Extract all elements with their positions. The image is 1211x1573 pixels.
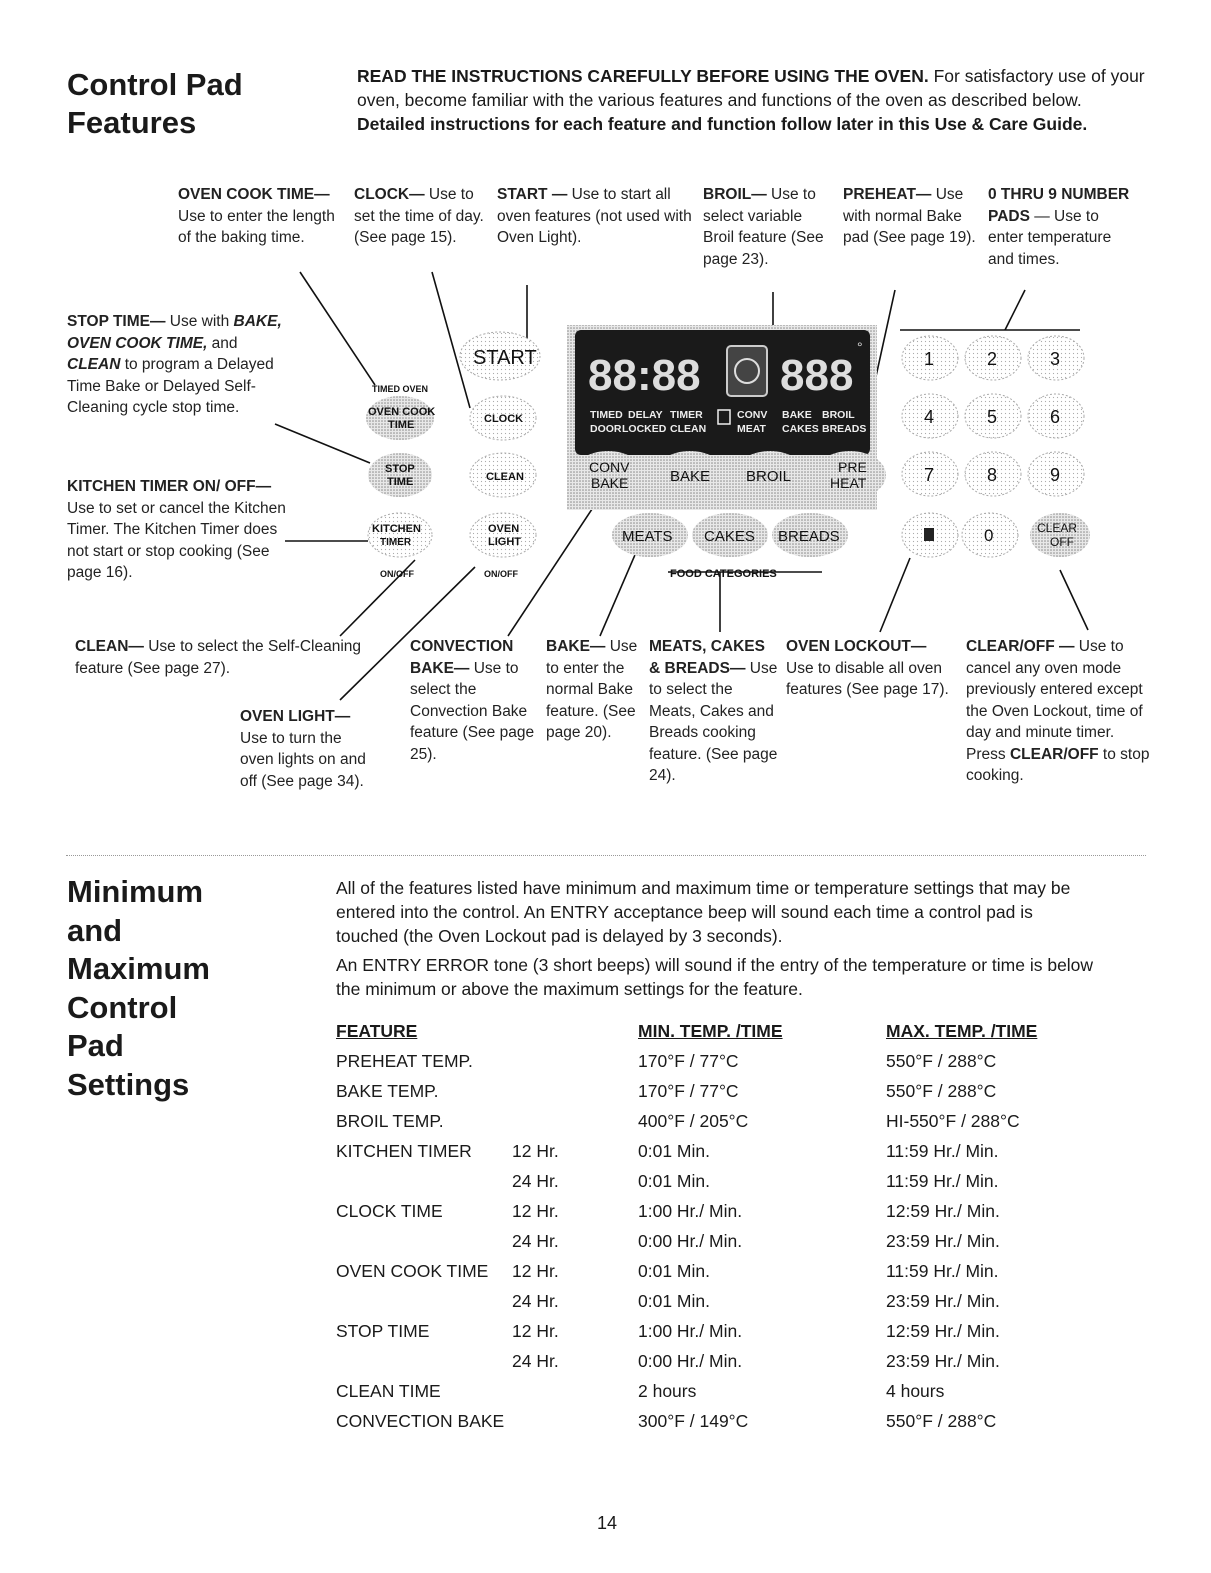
number-pad-label: 6 — [1050, 407, 1061, 427]
table-header-row — [336, 1021, 1096, 1051]
number-pad-label: 2 — [987, 349, 998, 369]
callout-head: CLEAN— — [75, 638, 144, 655]
label-oven-cook: OVEN COOK — [368, 406, 436, 418]
callout-text: and — [207, 334, 238, 352]
table-cell-feature: OVEN COOK TIME — [336, 1261, 489, 1281]
table-cell-feature: PREHEAT TEMP. — [336, 1051, 473, 1071]
display-temp: 888 — [780, 351, 854, 400]
title-line: Maximum — [67, 951, 210, 986]
table-cell-min: 0:00 Hr./ Min. — [638, 1351, 743, 1371]
callout-bold: CLEAR/OFF — [1009, 745, 1099, 763]
label-bake: BAKE — [670, 468, 711, 485]
table-row — [336, 1201, 1096, 1231]
ind-bake: BAKE — [782, 409, 812, 421]
table-cell-max: 23:59 Hr./ Min. — [886, 1291, 1000, 1311]
callout-text: to stop cooking. — [966, 745, 1150, 784]
label-clear: CLEAR — [1037, 521, 1078, 535]
label-stop: STOP — [385, 463, 415, 475]
table-cell-max: HI-550°F / 288°C — [886, 1111, 1020, 1131]
table-cell-feature: BROIL TEMP. — [336, 1111, 444, 1131]
callout-text: Use to cancel any oven mode previously entered except the Oven Lockout, time of day and minute timer. Press — [966, 638, 1143, 763]
label-preheat-2: HEAT — [830, 475, 867, 491]
fan-icon — [727, 346, 767, 396]
oven-cook-time-pad[interactable] — [366, 396, 434, 440]
callout-text: Use to set the time of day. (See page 15). — [354, 186, 484, 246]
lock-icon — [924, 528, 934, 541]
table-cell-sub: 24 Hr. — [512, 1351, 559, 1371]
table-cell-max: 11:59 Hr./ Min. — [886, 1171, 999, 1191]
label-oven-cook-2: TIME — [388, 419, 415, 431]
ind-conv: CONV — [737, 409, 768, 421]
table-cell-sub: 24 Hr. — [512, 1291, 559, 1311]
table-cell-max: 550°F / 288°C — [886, 1411, 997, 1431]
callout-head: PREHEAT— — [843, 186, 932, 203]
label-oven-light: OVEN — [488, 523, 520, 535]
ind-timer: TIMER — [670, 409, 703, 421]
label-clock: CLOCK — [484, 413, 524, 425]
label-0: 0 — [984, 526, 994, 545]
table-cell-min: 0:01 Min. — [638, 1171, 710, 1191]
table-cell-feature: CONVECTION BAKE — [336, 1411, 505, 1431]
table-cell-feature: STOP TIME — [336, 1321, 430, 1341]
table-cell-sub: 12 Hr. — [512, 1201, 559, 1221]
page-number: 14 — [597, 1513, 618, 1533]
ind-door: DOOR — [590, 423, 622, 435]
callout-head: KITCHEN TIMER ON/ OFF— — [67, 478, 272, 495]
label-breads: BREADS — [778, 528, 840, 545]
title-line: Settings — [67, 1066, 190, 1102]
table-cell-max: 12:59 Hr./ Min. — [886, 1201, 1000, 1221]
label-conv-2: BAKE — [591, 475, 629, 491]
callout-head: OVEN LOCKOUT— — [786, 638, 927, 655]
callout-text: Use to enter the length of the baking time. — [178, 207, 335, 246]
callout-text: Use to select the Meats, Cakes and Breads cooking feature. (See page 24). — [649, 659, 778, 784]
middle-pads — [460, 332, 540, 579]
table-row — [336, 1261, 1096, 1291]
table-cell-max: 550°F / 288°C — [886, 1081, 997, 1101]
callout-text: Use to enter the normal Bake feature. (See page 20). — [546, 638, 638, 741]
title-line: and — [67, 912, 123, 948]
label-start: START — [473, 347, 537, 369]
label-kitchen-2: TIMER — [380, 537, 412, 548]
number-pad-label: 7 — [924, 465, 935, 485]
ind-meat: MEAT — [737, 423, 766, 435]
label-kitchen: KITCHEN — [372, 523, 421, 535]
label-oven-light-sub: ON/OFF — [484, 569, 518, 579]
callout-text: Use with — [165, 313, 234, 330]
min-max-paragraph-2: An ENTRY ERROR tone (3 short beeps) will sound if the entry of the temperature or time is below the minimum or above the maximum settings for the feature. — [336, 955, 1094, 999]
table-row — [336, 1081, 1096, 1111]
label-clean: CLEAN — [486, 471, 524, 483]
table-row — [336, 1051, 1096, 1081]
table-cell-sub: 24 Hr. — [512, 1171, 559, 1191]
stop-time-pad[interactable] — [368, 453, 432, 497]
callout-text: Use with normal Bake pad (See page 19). — [843, 186, 976, 246]
table-row — [336, 1141, 1096, 1171]
table-cell-feature: CLEAN TIME — [336, 1381, 441, 1401]
table-cell-min: 0:00 Hr./ Min. — [638, 1231, 743, 1251]
table-cell-feature: BAKE TEMP. — [336, 1081, 439, 1101]
callout-head: OVEN COOK TIME— — [178, 186, 330, 203]
table-cell-max: 12:59 Hr./ Min. — [886, 1321, 1000, 1341]
label-cakes: CAKES — [704, 528, 755, 545]
number-pad-label: 3 — [1050, 349, 1061, 369]
settings-table — [336, 1021, 1096, 1441]
label-conv: CONV — [589, 459, 630, 475]
oven-light-pad[interactable] — [470, 513, 536, 557]
callout-head: CLEAR/OFF — — [966, 638, 1075, 655]
min-max-paragraph-1: All of the features listed have minimum and maximum time or temperature settings that may be entered into the control. An ENTRY acceptance beep will sound each time a control pad is touched (the Oven Lockout pad is delayed by 3 seconds). — [336, 878, 1071, 946]
table-cell-feature: CLOCK TIME — [336, 1201, 443, 1221]
column-header-max: MAX. TEMP. /TIME — [886, 1021, 1038, 1041]
callout-head: OVEN LIGHT— — [240, 708, 351, 725]
table-row — [336, 1411, 1096, 1441]
table-row — [336, 1171, 1096, 1201]
title-line: Control — [67, 989, 178, 1025]
number-pad-label: 1 — [924, 349, 935, 369]
callout-head: START — — [497, 186, 568, 203]
callout-text: — Use to enter temperature and times. — [988, 207, 1112, 268]
number-pads — [902, 336, 1090, 557]
callout-head: CONVECTION BAKE— — [410, 638, 514, 677]
ind-clean: CLEAN — [670, 423, 707, 435]
table-row — [336, 1291, 1096, 1321]
display-window — [575, 330, 870, 455]
label-preheat: PRE — [838, 459, 867, 475]
table-row — [336, 1111, 1096, 1141]
table-cell-min: 170°F / 77°C — [638, 1081, 739, 1101]
callout-head: BAKE— — [546, 638, 606, 655]
number-pad-label: 8 — [987, 465, 998, 485]
ind-delay: DELAY — [628, 409, 663, 421]
table-cell-min: 0:01 Min. — [638, 1141, 710, 1161]
ind-breads: BREADS — [822, 423, 867, 435]
table-cell-max: 550°F / 288°C — [886, 1051, 997, 1071]
column-header-min: MIN. TEMP. /TIME — [638, 1021, 783, 1041]
intro-bold-detail: Detailed instructions for each feature and function follow later in this Use & Care Guide. — [357, 114, 1088, 134]
table-cell-max: 4 hours — [886, 1381, 945, 1401]
left-pads — [366, 384, 435, 579]
callout-text: to program a Delayed Time Bake or Delayed Self-Cleaning cycle stop time. — [67, 356, 274, 416]
ind-locked: LOCKED — [622, 423, 667, 435]
label-clear-2: OFF — [1050, 535, 1074, 549]
table-cell-sub: 12 Hr. — [512, 1261, 559, 1281]
callout-head: CLOCK— — [354, 186, 425, 203]
title-line: Minimum — [67, 874, 204, 909]
callout-text: Use to select the Convection Bake feature (See page 25). — [410, 659, 535, 763]
ind-cakes: CAKES — [782, 423, 819, 435]
title-line: Control Pad — [67, 67, 243, 102]
callout-head: 0 THRU 9 NUMBER PADS — [988, 186, 1130, 225]
display-degree: ° — [857, 339, 863, 355]
table-cell-sub: 12 Hr. — [512, 1141, 559, 1161]
title-line: Features — [67, 105, 197, 140]
callout-head: STOP TIME— — [67, 313, 166, 330]
table-cell-sub: 24 Hr. — [512, 1231, 559, 1251]
label-timed-oven: TIMED OVEN — [372, 384, 429, 394]
display-time: 88:88 — [588, 351, 701, 400]
title-line: Pad — [67, 1028, 124, 1063]
section-title-min-max — [67, 873, 210, 1104]
table-row — [336, 1381, 1096, 1411]
ind-broil: BROIL — [822, 409, 855, 421]
callout-text: Use to select the Self-Cleaning feature (See page 27). — [75, 638, 362, 677]
callout-italic: CLEAN — [67, 356, 121, 373]
callout-italic: BAKE, OVEN COOK TIME, — [67, 313, 282, 352]
table-cell-min: 0:01 Min. — [638, 1261, 710, 1281]
table-cell-min: 300°F / 149°C — [638, 1411, 749, 1431]
intro-text: For satisfactory use of your oven, become familiar with the various features and functions of the oven as described below. — [357, 66, 1145, 110]
callout-text: Use to select variable Broil feature (See page 23). — [703, 186, 824, 268]
callout-head: MEATS, CAKES & BREADS— — [649, 638, 765, 677]
table-cell-max: 23:59 Hr./ Min. — [886, 1351, 1000, 1371]
table-row — [336, 1351, 1096, 1381]
label-kitchen-sub: ON/OFF — [380, 569, 414, 579]
table-cell-min: 0:01 Min. — [638, 1291, 710, 1311]
kitchen-timer-pad[interactable] — [368, 513, 432, 557]
table-cell-min: 1:00 Hr./ Min. — [638, 1321, 743, 1341]
table-cell-min: 400°F / 205°C — [638, 1111, 749, 1131]
table-cell-min: 1:00 Hr./ Min. — [638, 1201, 743, 1221]
table-cell-max: 11:59 Hr./ Min. — [886, 1141, 999, 1161]
number-pad-label: 9 — [1050, 465, 1061, 485]
number-pad-label: 5 — [987, 407, 998, 427]
callout-head: BROIL— — [703, 186, 767, 203]
callout-text: Use to disable all oven features (See page 17). — [786, 659, 949, 698]
label-food-categories: FOOD CATEGORIES — [670, 568, 777, 580]
intro-bold-warning: READ THE INSTRUCTIONS CAREFULLY BEFORE USING THE OVEN. — [357, 66, 929, 86]
table-cell-max: 23:59 Hr./ Min. — [886, 1231, 1000, 1251]
table-cell-feature: KITCHEN TIMER — [336, 1141, 472, 1161]
number-pad-label: 4 — [924, 407, 935, 427]
callout-text: Use to turn the oven lights on and off (See page 34). — [240, 729, 366, 790]
label-broil: BROIL — [746, 468, 792, 485]
table-row — [336, 1321, 1096, 1351]
label-oven-light-2: LIGHT — [488, 536, 521, 548]
callout-text: Use to start all oven features (not used with Oven Light). — [497, 186, 692, 246]
column-header-feature: FEATURE — [336, 1021, 418, 1041]
label-meats: MEATS — [622, 528, 673, 545]
callout-text: Use to set or cancel the Kitchen Timer. The Kitchen Timer does not start or stop cooking (See page 16). — [67, 499, 286, 581]
table-cell-min: 170°F / 77°C — [638, 1051, 739, 1071]
ind-timed: TIMED — [590, 409, 623, 421]
table-cell-min: 2 hours — [638, 1381, 697, 1401]
label-stop-2: TIME — [387, 476, 414, 488]
table-cell-max: 11:59 Hr./ Min. — [886, 1261, 999, 1281]
section-divider — [66, 855, 1146, 856]
table-cell-sub: 12 Hr. — [512, 1321, 559, 1341]
table-row — [336, 1231, 1096, 1261]
